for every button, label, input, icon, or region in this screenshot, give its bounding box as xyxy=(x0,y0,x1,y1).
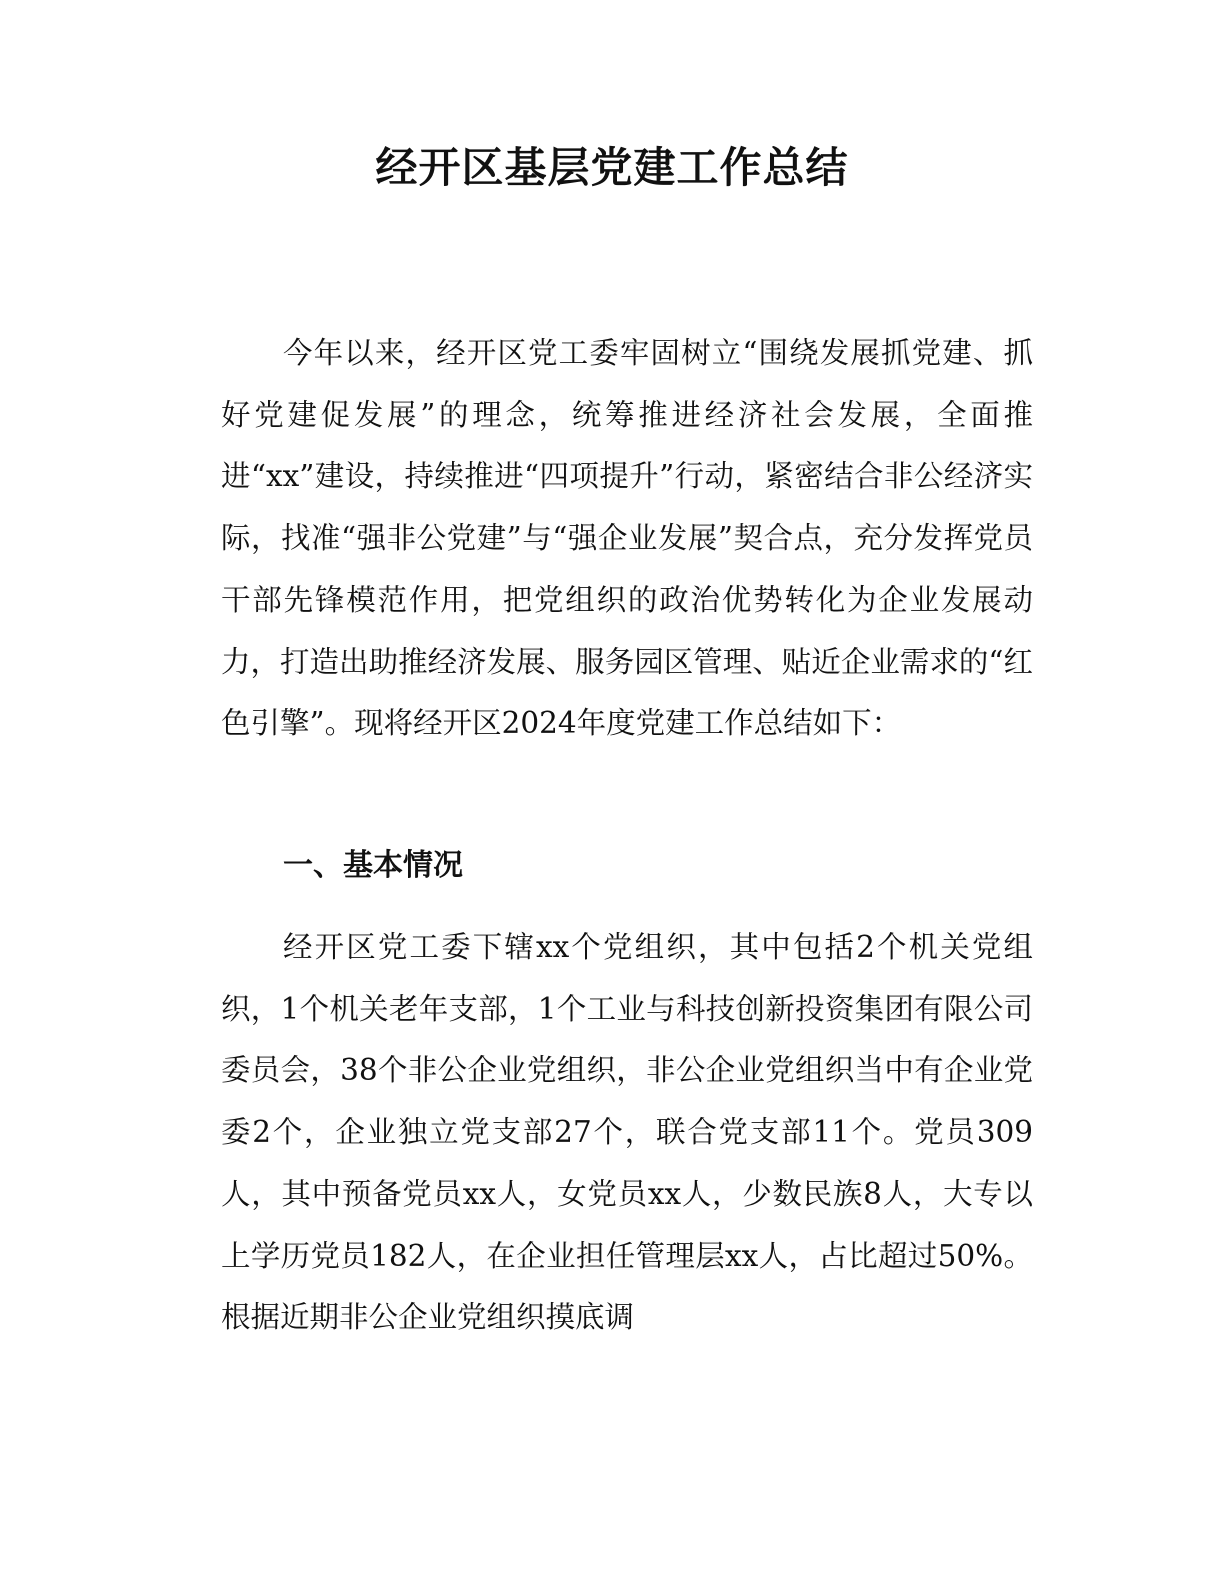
document-title: 经开区基层党建工作总结 xyxy=(375,143,849,192)
intro-paragraph: 今年以来，经开区党工委牢固树立“围绕发展抓党建、抓好党建促发展”的理念，统筹推进经济社会发展，全面推进“xx”建设，持续推进“四项提升”行动，紧密结合非公经济实际，找准“强非公党建”与“强企业发展”契合点，充分发挥党员干部先锋模范作用，把党组织的政治优势转化为企业发展动力，打造出助推经济发展、服务园区管理、贴近企业需求的“红色引擎”。现将经开区2024年度党建工作总结如下： xyxy=(221,336,1033,741)
section-heading-basic-situation: 一、基本情况 xyxy=(283,848,463,883)
basic-situation-paragraph: 经开区党工委下辖xx个党组织，其中包括2个机关党组织，1个机关老年支部，1个工业与科技创新投资集团有限公司委员会，38个非公企业党组织，非公企业党组织当中有企业党委2个，企业独立党支部27个，联合党支部11个。党员309人，其中预备党员xx人，女党员xx人，少数民族8人，大专以上学历党员182人，在企业担任管理层xx人，占比超过50%。根据近期非公企业党组织摸底调 xyxy=(221,930,1033,1335)
